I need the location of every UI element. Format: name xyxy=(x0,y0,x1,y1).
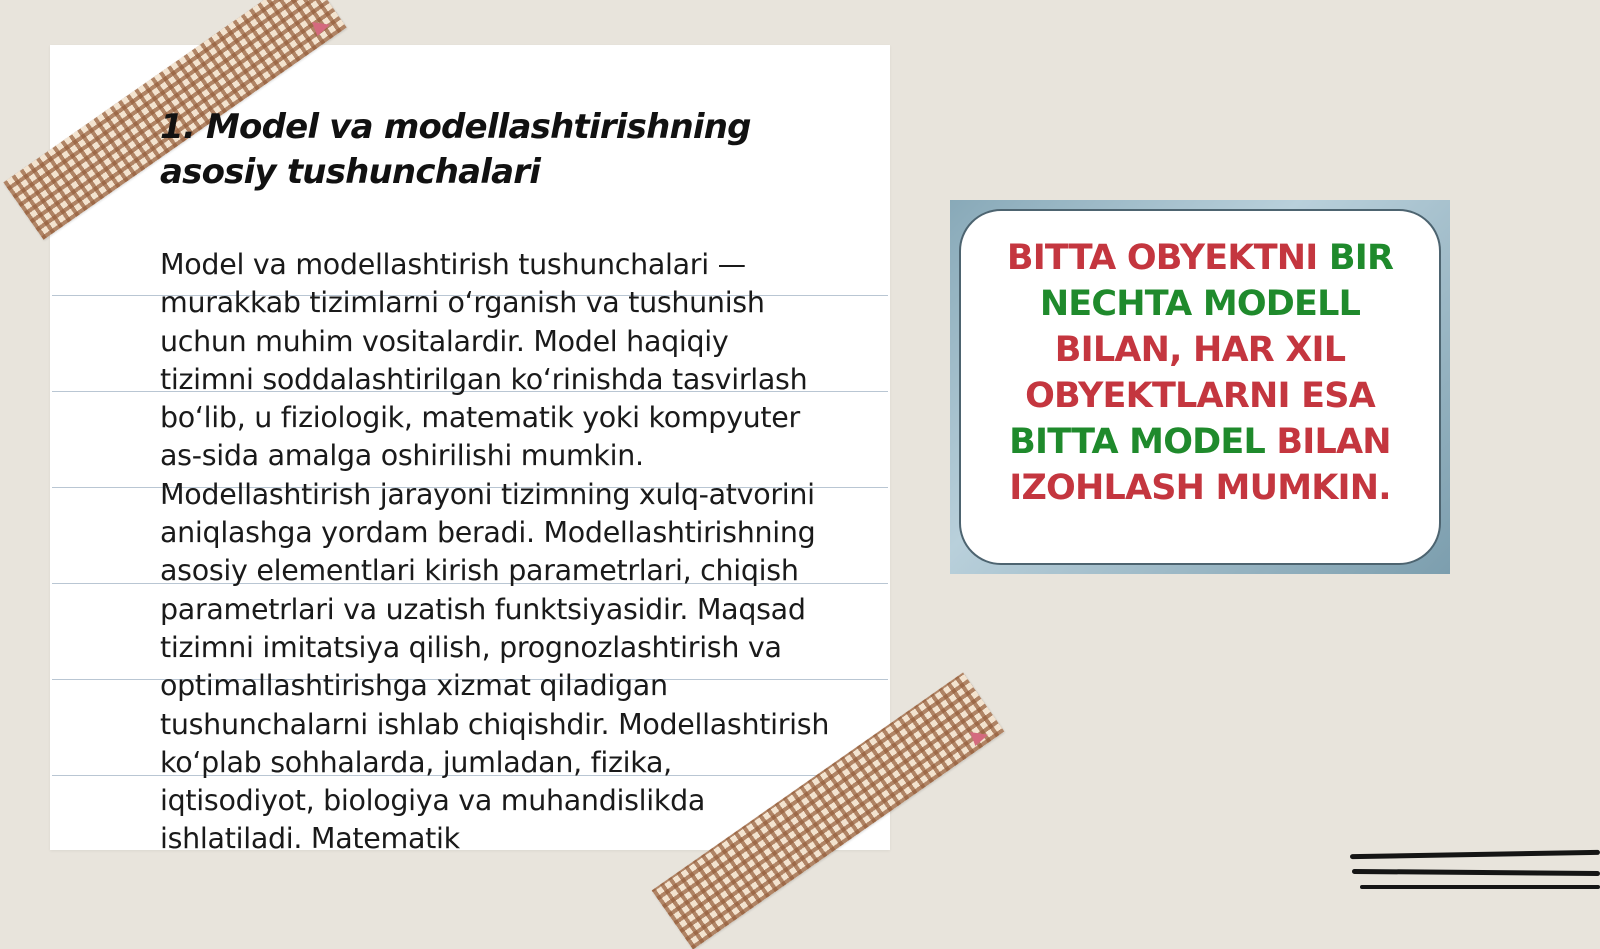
slide-title-line-1: 1. Model va modellashtirishning xyxy=(160,107,751,147)
brush-stroke xyxy=(1360,885,1600,889)
brush-stroke xyxy=(1350,850,1600,859)
quote-text-red: OBYEKTLARNI ESA xyxy=(1025,376,1375,416)
quote-text-red: BITTA OBYEKTNI xyxy=(1006,238,1318,278)
quote-text-green: BIR xyxy=(1328,238,1394,278)
slide-body-text: Model va modellashtirish tushunchalari — murakkab tizimlarni o‘rganish va tushunish uchun muhim vositalardir. Model haqiqiy tizimni soddalashtirilgan ko‘rinishda tasvirlash bo‘lib, u fiziologik, matematik yoki kompyuter as-sida amalga oshirilishi mumkin. Modellashtirish jarayoni tizimning xulq-atvorini aniqlashga yordam beradi. Modellashtirishning asosiy elementlari kirish parametrlari, chiqish parametrlari va uzatish funktsiyasidir. Maqsad tizimni imitatsiya qilish, prognozlashtirish va optimallashtirishga xizmat qiladigan tushunchalarni ishlab chiqishdir. Modellashtirish ko‘plab sohhalarda, jumladan, fizika, iqtisodiyot, biologiya va muhandislikda ishlatiladi. Matematik xyxy=(160,248,830,856)
quote-text-green: NECHTA MODELL xyxy=(1039,284,1361,324)
slide-title-line-2: asosiy tushunchalari xyxy=(160,152,541,192)
slide-title xyxy=(160,105,860,195)
brush-stroke xyxy=(1352,869,1600,876)
quote-text-green: BITTA MODEL xyxy=(1009,422,1266,462)
quote-text-red: IZOHLASH MUMKIN. xyxy=(1009,468,1391,508)
quote-text-red: BILAN xyxy=(1276,422,1391,462)
quote-card xyxy=(959,209,1441,565)
quote-image xyxy=(950,200,1450,574)
quote-text-red: BILAN, HAR XIL xyxy=(1054,330,1346,370)
